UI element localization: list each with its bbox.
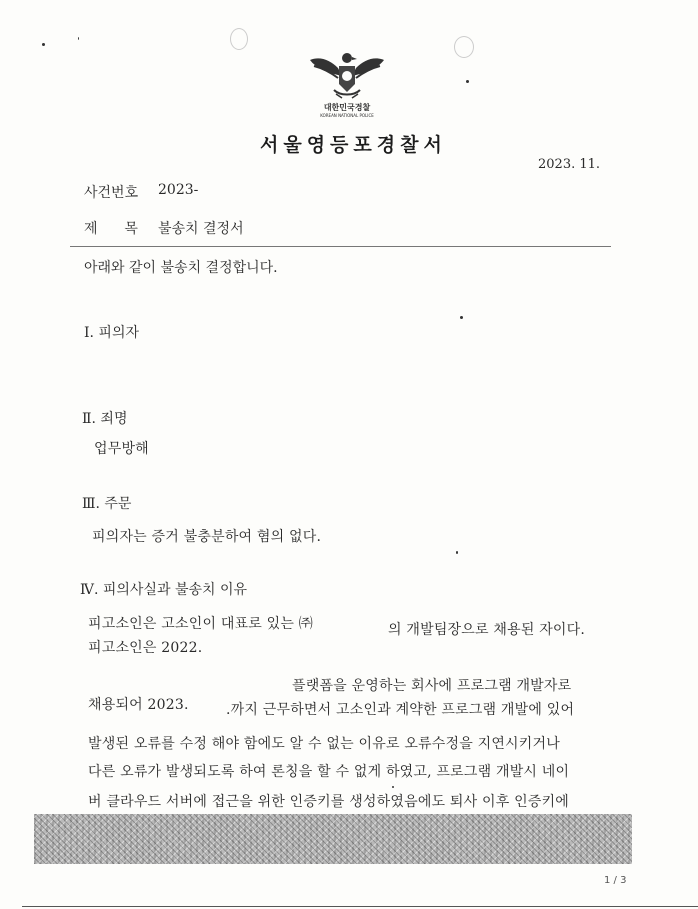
scan-speck: [466, 80, 469, 83]
subject-label: 제 목: [84, 221, 144, 237]
case-number-value: 2023-: [158, 182, 199, 198]
section-heading-order: Ⅲ. 주문: [82, 496, 132, 512]
reason-line: 의 개발팀장으로 채용된 자이다.: [388, 622, 586, 638]
order-text: 피의자는 증거 불충분하여 혐의 없다.: [92, 529, 322, 545]
reason-line: 다른 오류가 발생되도록 하여 론칭을 할 수 없게 하였고, 프로그램 개발시 네이: [88, 764, 570, 780]
header-divider: [70, 246, 611, 247]
reason-line: 버 클라우드 서버에 접근을 위한 인증키를 생성하였음에도 퇴사 이후 인증키에: [88, 794, 570, 810]
redacted-block: [34, 814, 632, 864]
reason-line: 채용되어 2023.: [88, 697, 189, 713]
intro-text: 아래와 같이 불송치 결정합니다.: [84, 260, 278, 276]
reason-line: 발생된 오류를 수정 해야 함에도 알 수 없는 이유로 오류수정을 지연시키거나: [88, 736, 560, 752]
page-number: 1 / 3: [604, 875, 627, 886]
eagle-emblem-icon: [306, 46, 388, 100]
reason-line: .까지 근무하면서 고소인과 계약한 프로그램 개발에 있어: [226, 702, 575, 718]
scan-speck: [42, 43, 45, 46]
charge-text: 업무방해: [94, 441, 149, 457]
document-date: 2023. 11.: [538, 157, 601, 172]
police-emblem: [306, 46, 388, 120]
reason-line: 피고소인은 2022.: [88, 640, 203, 656]
office-title: 서울영등포경찰서: [260, 134, 447, 156]
scan-speck: [456, 551, 458, 554]
section-heading-charge: Ⅱ. 죄명: [82, 411, 128, 427]
case-number-label: 사건번호: [84, 185, 139, 201]
binder-hole-mark: [454, 36, 474, 58]
binder-hole-mark: [230, 28, 248, 50]
reason-line: 피고소인은 고소인이 대표로 있는 ㈜: [88, 616, 313, 632]
scan-speck: [78, 37, 79, 40]
scan-speck: [460, 316, 463, 319]
scan-speck: [392, 786, 394, 788]
logo-korean-text: 대한민국경찰: [323, 103, 371, 112]
logo-english-text: KOREAN NATIONAL POLICE: [320, 113, 374, 118]
reason-line: 플랫폼을 운영하는 회사에 프로그램 개발자로: [292, 678, 572, 694]
footer-rule: [22, 906, 698, 907]
section-heading-suspect: Ⅰ. 피의자: [84, 325, 140, 341]
section-heading-reason: Ⅳ. 피의사실과 불송치 이유: [80, 582, 248, 598]
subject-value: 불송치 결정서: [158, 221, 244, 237]
